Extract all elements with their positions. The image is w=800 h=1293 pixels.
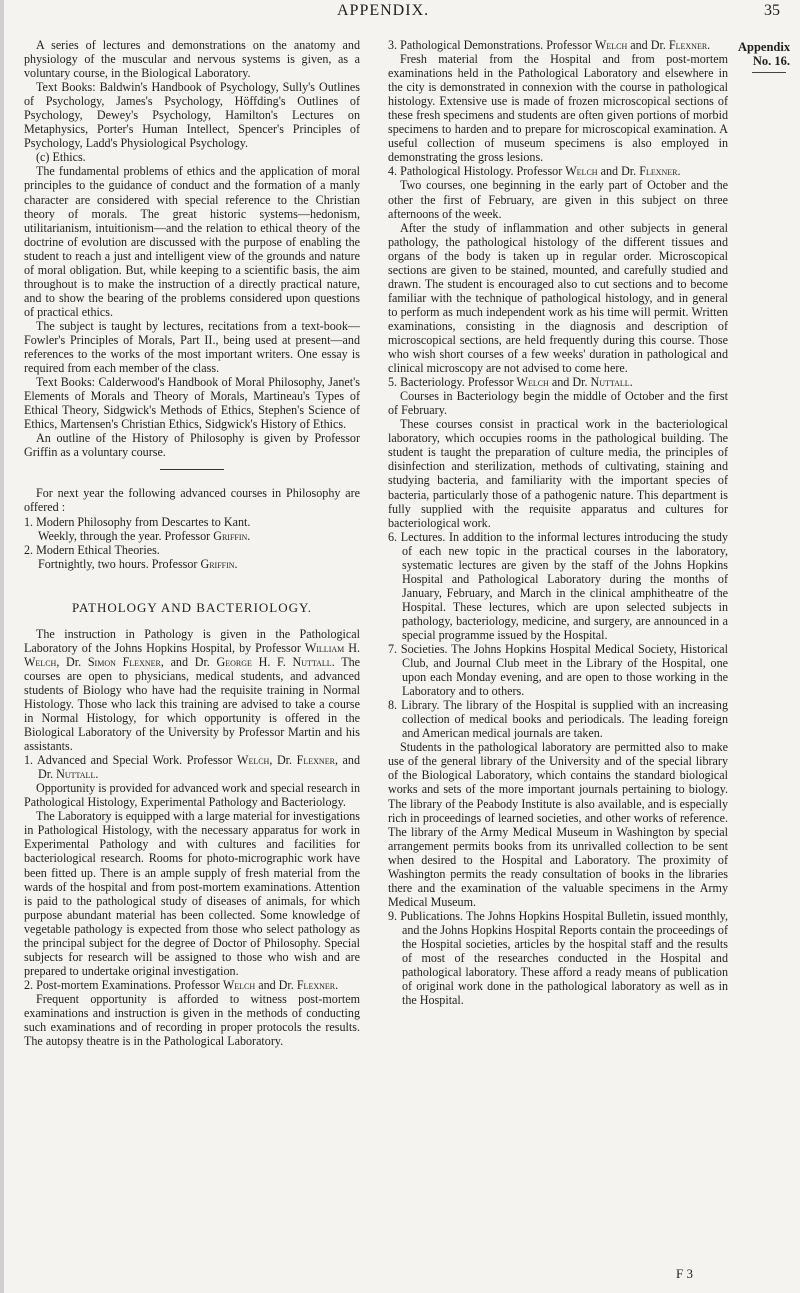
person-name: George H. F. Nuttall	[216, 654, 332, 669]
paragraph: The fundamental problems of ethics and the application of moral principles to the guidance of conduct and the formation of a manly character are considered with special reference to the Christian theory of morals. The great historic systems—hedonism, utilitarianism, intuitionism—and the relation to ethical theory of the doctrine of evolution are discussed with the purpose of enabling the student to reach a just and intelligent view of the grounds and nature of moral obligation. But, while keeping to a scientific basis, the aim throughout is to make the instruction of a directly practical nature, and to show the bearing of the problems considered upon questions of practical ethics.	[24, 164, 360, 319]
list-item-heading: 2. Post-mortem Examinations. Professor Welch and Dr. Flexner.	[24, 977, 339, 992]
person-name: Flexner.	[668, 38, 711, 52]
list-item-heading: 1. Advanced and Special Work. Professor Welch, Dr. Flexner, and Dr. Nuttall.	[24, 753, 361, 782]
paragraph: Opportunity is provided for advanced work and special research in Pathological Histology, Experimental Pathology and Bacteriology.	[24, 781, 360, 810]
paragraph: Frequent opportunity is afforded to witness post-mortem examinations and instruction is given in the methods of conducting such examinations and of recording in proper protocols the results. The autopsy theatre is in the Pathological Laboratory.	[24, 991, 360, 1049]
list-item-heading: 3. Pathological Demonstrations. Professor Welch and Dr. Flexner.	[388, 38, 711, 52]
paragraph: These courses consist in practical work in the bacteriological laboratory, which occupies rooms in the pathological building. The student is taught the preparation of culture media, the principles of disinfection and sterilization, methods of cultivating, staining and studying bacteria, and familiarity with the important species of bacteria, particularly those of a pathogenic nature. This department is fully supplied with the requisite apparatus and cultures for bacteriological work.	[388, 417, 728, 530]
side-note-line2: No. 16.	[752, 54, 790, 68]
paragraph: After the study of inflammation and other subjects in general pathology, the pathological histology of the different tissues and organs of the body is taken up in regular order. Microscopical sections are given to be stained, mounted, and carefully studied and drawn. The student is encouraged also to cut sections and to become familiar with the technique of pathological histology, and in general to perform as much independent work as his time will permit. Written examinations, consisting in the diagnosis and description of microscopical sections, are held frequently during this course. Those who wish short courses of a few weeks' duration in pathological and clinical microscopy are not advised to come here.	[388, 220, 728, 376]
professor-name: Griffin.	[213, 528, 251, 543]
paragraph: For next year the following advanced courses in Philosophy are offered :	[24, 486, 360, 515]
list-item-body	[24, 557, 360, 571]
person-name: William H. Welch	[24, 640, 360, 669]
page-header	[0, 2, 800, 24]
person-name: Welch	[222, 977, 256, 992]
list-item-heading: 2. Modern Ethical Theories.	[24, 542, 160, 557]
paragraph: Students in the pathological laboratory are permitted also to make use of the general library of the University and of the special library of the Biological Laboratory, which contains the standard biological works and sets of the more important journals pertaining to biology. The library of the Peabody Institute is also available, and is especially rich in proceedings of learned societies, and other works of reference. The library of the Army Medical Museum in Washington by special arrangement permits books from its unrivalled collection to be sent when desired to the Hospital and Laboratory. The proximity of Washington permits the ready consultation of books in the libraries there and the examination of the valuable specimens in the Army Medical Museum.	[388, 740, 728, 909]
side-note	[738, 40, 790, 73]
person-name: Nuttall.	[590, 375, 633, 390]
list-item: 7. Societies. The Johns Hopkins Hospital Medical Society, Historical Club, and Journal Club meet in the Library of the Hospital, one upon each Monday evening, and are open to those working in the Laboratory and to others.	[388, 642, 728, 699]
professor-name: Griffin.	[200, 556, 238, 571]
person-name: Welch	[516, 375, 549, 390]
paragraph: Text Books: Calderwood's Handbook of Moral Philosophy, Janet's Elements of Morals and Theory of Morals, Martineau's Types of Ethical Theory, Sidgwick's Methods of Ethics, Stephen's Science of Ethics, Martensen's Christian Ethics, Sidgwick's History of Ethics.	[24, 375, 360, 432]
paragraph: The subject is taught by lectures, recitations from a text-book—Fowler's Principles of Morals, Part II., being used at present—and references to the works of the most important writers. One essay is required from each member of the class.	[24, 318, 360, 376]
list-item: 9. Publications. The Johns Hopkins Hospital Bulletin, issued monthly, and the Johns Hopkins Hospital Reports contain the proceedings of the Hospital societies, articles by the hospital staff and the results of most of the researches conducted in the Hospital and pathological laboratory. These afford a ready means of publication of original work done in the pathological laboratory as well as in the Hospital.	[388, 908, 728, 1008]
person-name: Simon Flexner	[87, 654, 161, 669]
person-name: Welch	[594, 38, 628, 52]
right-column	[388, 38, 728, 1007]
list-item-text: Weekly, through the year. Professor	[38, 528, 214, 543]
left-column	[24, 38, 360, 1048]
list-item-heading: 1. Modern Philosophy from Descartes to Kant.	[24, 514, 251, 529]
person-name: Flexner	[296, 753, 335, 768]
paragraph: The instruction in Pathology is given in the Pathological Laboratory of the Johns Hopkins Hospital, by Professor William H. Welch, Dr. Simon Flexner, and Dr. George H. F. Nuttall. The courses are open to physicians, medical students, and advanced students of Biology who have had the requisite training in Normal Histology. Those who lack this training are advised to take a course in Normal Histology, for which opportunity is offered in the Biological Laboratory of the University by Professor Martin and his assistants.	[24, 626, 360, 754]
person-name: Flexner.	[296, 977, 339, 992]
page-number: 35	[764, 2, 780, 19]
person-name: Welch	[237, 753, 270, 768]
subheading: (c) Ethics.	[36, 150, 86, 165]
side-note-line1: Appendix	[738, 40, 791, 54]
paragraph: An outline of the History of Philosophy is given by Professor Griffin as a voluntary course.	[24, 431, 360, 460]
paragraph: Fresh material from the Hospital and from post-mortem examinations held in the Pathological Laboratory and elsewhere in the city is demonstrated in connexion with the course in pathological histology. Extensive use is made of frozen microscopical sections of these fresh specimens and students are often given portions of morbid specimens to harden and to prepare for microscopical examination. A useful collection of museum specimens is also employed in demonstrating the gross lesions.	[388, 52, 728, 165]
paragraph: Text Books: Baldwin's Handbook of Psychology, Sully's Outlines of Psychology, James's Psychology, Höffding's Outlines of Psychology, Dewey's Psychology, Hamilton's Lectures on Metaphysics, Porter's Human Intellect, Spencer's Principles of Psychology, Ladd's Physiological Psychology.	[24, 80, 360, 151]
person-name: Nuttall.	[56, 767, 99, 782]
side-note-rule	[752, 72, 786, 73]
paragraph: Courses in Bacteriology begin the middle of October and the first of February.	[388, 389, 728, 418]
person-name: Flexner.	[639, 164, 681, 179]
list-item: 8. Library. The library of the Hospital is supplied with an increasing collection of medical books and periodicals. The leading foreign and American medical journals are taken.	[388, 698, 728, 741]
list-item-text: Fortnightly, two hours. Professor	[38, 556, 201, 571]
paragraph: A series of lectures and demonstrations on the anatomy and physiology of the muscular and nervous systems is given, as a voluntary course, in the Biological Laboratory.	[24, 38, 360, 81]
scan-edge	[0, 0, 4, 1293]
section-heading: PATHOLOGY AND BACTERIOLOGY.	[72, 599, 312, 615]
running-title: APPENDIX.	[337, 2, 430, 19]
list-item-heading: 5. Bacteriology. Professor Welch and Dr. Nuttall.	[388, 375, 633, 390]
paragraph: The Laboratory is equipped with a large material for investigations in Pathological Histology, with the necessary apparatus for work in Experimental Pathology and with cultures and facilities for bacteriological research. Rooms for photo-micrographic work have been fitted up. There is an ample supply of fresh material from the wards of the hospital and from post-mortem examinations. Attention is paid to the pathological study of diseases of animals, for which purpose abundant material has been collected. Some knowledge of vegetable pathology is expected from those who select pathology as the principal subject for the degree of Doctor of Philosophy. Special subjects for research will be assigned to those who wish and are prepared to undertake original investigation.	[24, 809, 360, 978]
paragraph: Two courses, one beginning in the early part of October and the other the first of February, are given in this subject on three afternoons of the week.	[388, 178, 728, 221]
list-item-body	[24, 529, 360, 543]
list-item: 6. Lectures. In addition to the informal lectures introducing the study of each new topic in the practical courses in the laboratory, systematic lectures are given by the staff of the Johns Hopkins Hospital and Pathological Laboratory during the months of January, February, and March in the clinical amphitheatre of the Hospital. These lectures, which are upon selected subjects in pathology, bacteriology, medicine, and surgery, are announced in a special programme issued by the Hospital.	[388, 529, 728, 642]
person-name: Welch	[565, 164, 598, 179]
signature-mark: F 3	[676, 1266, 693, 1281]
list-item-heading: 4. Pathological Histology. Professor Welch and Dr. Flexner.	[388, 164, 681, 179]
